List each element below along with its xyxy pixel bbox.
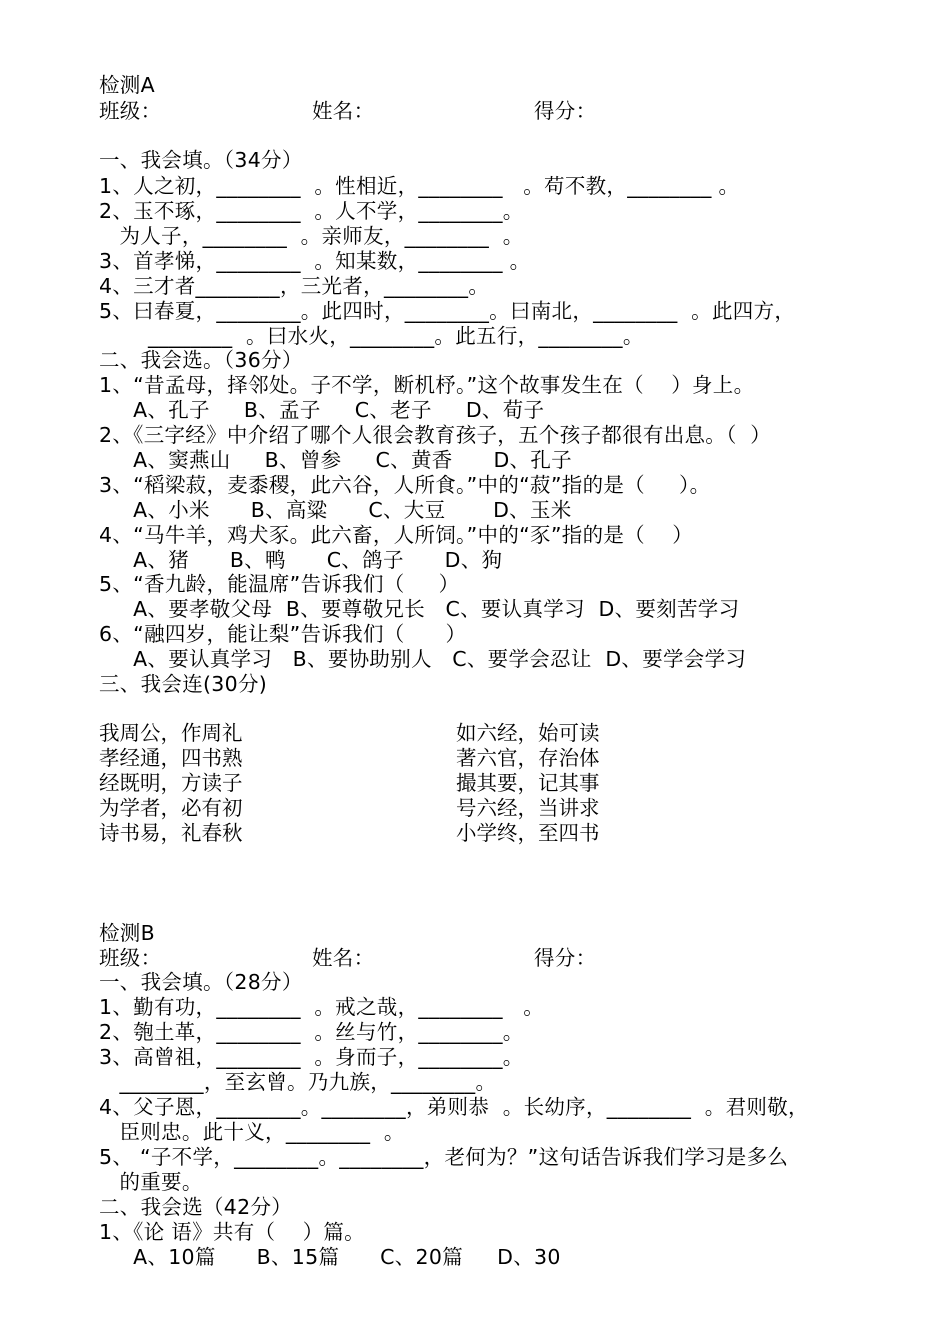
test-a-section3-heading: 三、我会连(30分) — [99, 672, 268, 696]
test-a-options: A、要孝敬父母 B、要尊敬兄长 C、要认真学习 D、要刻苦学习 — [99, 597, 740, 621]
test-b-title: 检测B — [99, 921, 155, 945]
test-b-fill-line: 3、高曾祖，________ 。身而子，________。 — [99, 1045, 524, 1069]
test-a-options: A、窦燕山 B、曾参 C、黄香 D、孔子 — [99, 448, 572, 472]
test-a-fill-line: 1、人之初，________ 。性相近，________ 。苟不教，________ 。 — [99, 174, 740, 198]
test-a-title: 检测A — [99, 73, 155, 97]
test-a-question: 4、“马牛羊，鸡犬豕。此六畜，人所饲。”中的“豕”指的是（ ） — [99, 523, 694, 547]
test-a-fill-line: 5、曰春夏，________。此四时，________。曰南北，________ 。此四方， — [99, 299, 796, 323]
test-a-fill-line: 为人子，________ 。亲师友，________ 。 — [99, 224, 524, 248]
test-b-fill-line: 4、父子恩，________。________，弟则恭 。长幼序，________ 。君则敬， — [99, 1095, 809, 1119]
test-a-fill-line: 4、三才者________，三光者，________。 — [99, 274, 490, 298]
test-b-fill-line: 2、匏土革，________ 。丝与竹，________。 — [99, 1020, 524, 1044]
test-a-fill-line: 2、玉不琢，________ 。人不学，________。 — [99, 199, 524, 223]
test-b-fill-line: ________，至玄曾。乃九族，________。 — [99, 1070, 497, 1094]
test-b-class-label: 班级： — [99, 946, 162, 970]
match-right-item: 小学终，至四书 — [456, 821, 600, 845]
test-a-options: A、要认真学习 B、要协助别人 C、要学会忍让 D、要学会学习 — [99, 647, 747, 671]
test-b-section2-heading: 二、我会选（42分） — [99, 1195, 293, 1219]
match-left-item: 为学者，必有初 — [99, 796, 243, 820]
test-b-score-label: 得分： — [534, 946, 597, 970]
test-a-score-label: 得分： — [534, 99, 597, 123]
match-right-item: 号六经，当讲求 — [456, 796, 600, 820]
test-b-fill-line: 的重要。 — [99, 1170, 203, 1194]
test-a-fill-line: 3、首孝悌，________ 。知某数，________ 。 — [99, 249, 531, 273]
test-b-fill-line: 臣则忠。此十义，________ 。 — [99, 1120, 405, 1144]
test-a-name-label: 姓名： — [312, 99, 375, 123]
match-right-item: 著六官，存治体 — [456, 746, 600, 770]
test-a-section1-heading: 一、我会填。（34分） — [99, 148, 303, 172]
test-a-question: 1、“昔孟母，择邻处。子不学，断机杼。”这个故事发生在（ ）身上。 — [99, 373, 755, 397]
match-right-item: 撮其要，记其事 — [456, 771, 600, 795]
test-a-section2-heading: 二、我会选。（36分） — [99, 348, 303, 372]
test-b-fill-line: 1、勤有功，________ 。戒之哉，________ 。 — [99, 995, 545, 1019]
match-left-item: 孝经通，四书熟 — [99, 746, 243, 770]
match-left-item: 诗书易，礼春秋 — [99, 821, 243, 845]
test-a-question: 2、《三字经》中介绍了哪个人很会教育孩子，五个孩子都很有出息。（ ） — [99, 423, 772, 447]
match-left-item: 我周公，作周礼 — [99, 721, 243, 745]
test-b-section1-heading: 一、我会填。（28分） — [99, 970, 303, 994]
test-a-class-label: 班级： — [99, 99, 162, 123]
test-b-options: A、10篇 B、15篇 C、20篇 D、30 — [99, 1245, 561, 1269]
test-b-question: 1、《论 语》共有（ ）篇。 — [99, 1220, 365, 1244]
match-right-item: 如六经，始可读 — [456, 721, 600, 745]
test-b-fill-line: 5、 “子不学，________。________，老何为？”这句话告诉我们学习是多么 — [99, 1145, 789, 1169]
test-a-options: A、猪 B、鸭 C、鸽子 D、狗 — [99, 548, 503, 572]
test-a-fill-line: ________ 。曰水火，________。此五行，________。 — [148, 324, 644, 348]
test-a-options: A、小米 B、高粱 C、大豆 D、玉米 — [99, 498, 572, 522]
test-a-question: 6、“融四岁，能让梨”告诉我们（ ） — [99, 622, 467, 646]
test-a-question: 3、“稻梁菽，麦黍稷，此六谷，人所食。”中的“菽”指的是（ ）。 — [99, 473, 711, 497]
test-b-name-label: 姓名： — [312, 946, 375, 970]
test-a-question: 5、“香九龄，能温席”告诉我们（ ） — [99, 572, 460, 596]
match-left-item: 经既明，方读子 — [99, 771, 243, 795]
test-a-options: A、孔子 B、孟子 C、老子 D、荀子 — [99, 398, 545, 422]
